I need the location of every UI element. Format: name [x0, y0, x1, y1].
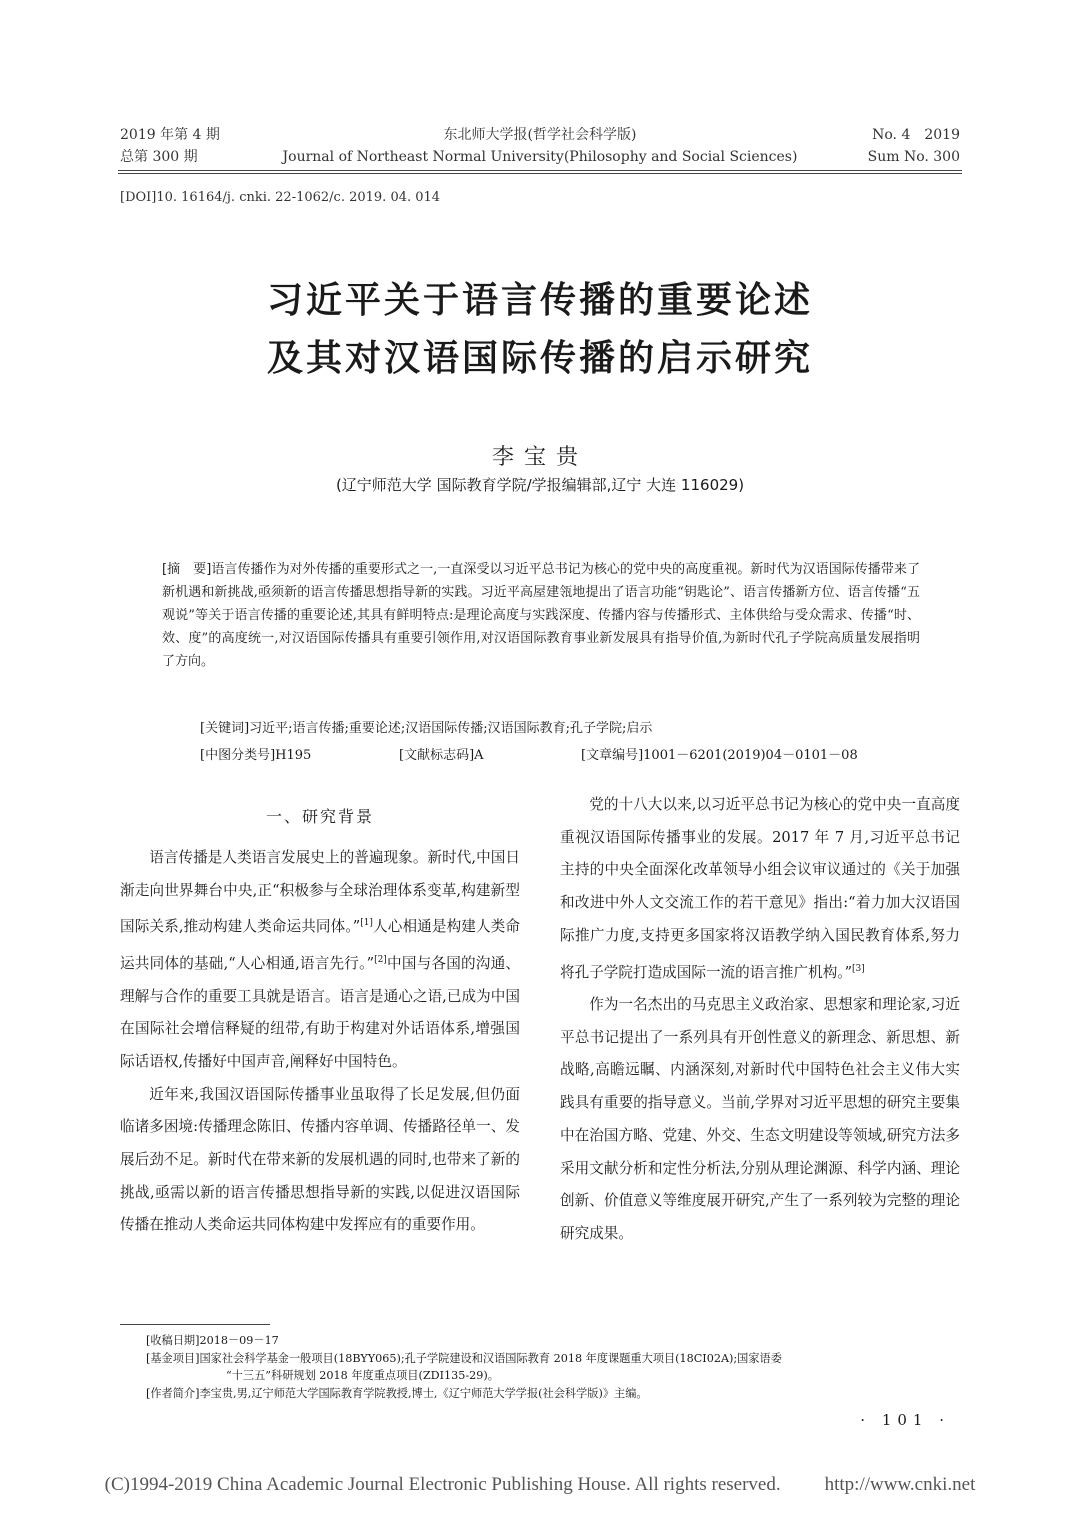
author-name: 李宝贵 [491, 445, 588, 470]
author-affiliation: (辽宁师范大学 国际教育学院/学报编辑部,辽宁 大连 116029) [335, 476, 745, 494]
section-heading: 一、研究背景 [265, 807, 374, 826]
paragraph-text: 党的十八大以来,以习近平总书记为核心的党中央一直高度重视汉语国际传播事业的发展。2017 年 7 月,习近平总书记主持的中央全面深化改革领导小组会议审议通过的《关于加强和改进中外人文交流工作的若干意见》指出:“着力加大汉语国际推广力度,支持更多国家将汉语教学纳入国民教育体系,努力将孔子学院打造成国际一流的语言推广机构。” [560, 796, 960, 981]
article-number-value: 1001－6201(2019)04－0101－08 [643, 748, 858, 763]
body-paragraph: 作为一名杰出的马克思主义政治家、思想家和理论家,习近平总书记提出了一系列具有开创性意义的新理念、新思想、新战略,高瞻远瞩、内涵深刻,对新时代中国特色社会主义伟大实践具有重要的指导意义。当前,学界对习近平思想的研究主要集中在治国方略、党建、外交、生态文明建设等领域,研究方法多采用文献分析和定性分析法,分别从理论渊源、科学内涵、理论创新、价值意义等维度展开研究,产生了一系列较为完整的理论研究成果。 [560, 996, 960, 1242]
body-paragraph [120, 842, 520, 1079]
abstract-label: [摘 要] [162, 562, 212, 577]
footnote-label: [作者简介] [146, 1386, 200, 1400]
fund-project [146, 1350, 966, 1368]
issue-number-en: No. 4 2019 [872, 127, 960, 143]
footnote-value: 国家社会科学基金一般项目(18BYY065);孔子学院建设和汉语国际教育 2018 年度课题重大项目(18CI02A);国家语委 [199, 1351, 782, 1365]
copyright-footer [0, 1474, 1080, 1496]
page-number: · 101 · [860, 1411, 950, 1429]
paragraph-text: 人心相通是构建人类命运共同体的基础,“人心相通,语言先行。” [120, 918, 520, 972]
journal-issue-info-en [868, 124, 960, 168]
journal-name-cn: 东北师大学报(哲学社会科学版) [443, 127, 637, 143]
abstract [162, 558, 920, 673]
issue-sum-en: Sum No. 300 [867, 149, 960, 165]
issue-total-number: 总第 300 期 [120, 149, 198, 165]
clc-label: [中图分类号] [200, 748, 276, 763]
footnote-rule [120, 1324, 270, 1325]
article-number-label: [文章编号] [581, 748, 644, 763]
journal-name-en: Journal of Northeast Normal University(Philosophy and Social Sciences) [282, 149, 798, 165]
doc-code-label: [文献标志码] [399, 748, 475, 763]
article-number [581, 744, 858, 763]
title-line-1: 习近平关于语言传播的重要论述 [266, 280, 813, 321]
fund-project-continued: “十三五”科研规划 2018 年度重点项目(ZDI135-29)。 [226, 1369, 499, 1383]
header-rule-top [118, 170, 962, 171]
body-column-right [560, 789, 960, 1251]
footnote-label: [收稿日期] [146, 1334, 200, 1347]
keywords-label: [关键词] [200, 721, 250, 736]
body-paragraph [560, 789, 960, 989]
title-line-2: 及其对汉语国际传播的启示研究 [266, 338, 813, 379]
doc-code-value: A [474, 748, 484, 763]
clc-value: H195 [275, 748, 312, 763]
copyright-text: (C)1994-2019 China Academic Journal Electronic Publishing House. All rights reserved. [104, 1474, 781, 1495]
issue-year-number: 2019 年第 4 期 [120, 127, 220, 143]
received-date [146, 1332, 966, 1350]
footnote-value: 2018－09－17 [199, 1334, 279, 1347]
paragraph-text: 中国与各国的沟通、理解与合作的重要工具就是语言。语言是通心之语,已成为中国在国际社会增信释疑的纽带,有助于构建对外话语体系,增强国际话语权,传播好中国声音,阐释好中国特色。 [120, 954, 520, 1070]
body-paragraph: 近年来,我国汉语国际传播事业虽取得了长足发展,但仍面临诸多困境:传播理念陈旧、传播内容单调、传播路径单一、发展后劲不足。新时代在带来新的发展机遇的同时,也带来了新的挑战,亟需以新的语言传播思想指导新的实践,以促进汉语国际传播在推动人类命运共同体构建中发挥应有的重要作用。 [120, 1085, 520, 1234]
article-title [0, 272, 1080, 388]
citation-ref[interactable]: [2] [374, 954, 387, 965]
keywords [200, 717, 652, 736]
abstract-text: 语言传播作为对外传播的重要形式之一,一直深受以习近平总书记为核心的党中央的高度重视。新时代为汉语国际传播带来了新机遇和新挑战,亟须新的语言传播思想指导新的实践。习近平高屋建瓴地提出了语言功能“钥匙论”、语言传播新方位、语言传播“五观说”等关于语言传播的重要论述,其具有鲜明特点:是理论高度与实践深度、传播内容与传播形式、主体供给与受众需求、传播“时、效、度”的高度统一,对汉语国际传播具有重要引领作用,对汉语国际教育事业新发展具有指导价值,为新时代孔子学院高质量发展指明了方向。 [162, 562, 920, 669]
footnotes [146, 1332, 966, 1402]
footer-url[interactable]: http://www.cnki.net [824, 1474, 976, 1495]
body-column-left [120, 842, 520, 1242]
keywords-text: 习近平;语言传播;重要论述;汉语国际传播;汉语国际教育;孔子学院;启示 [249, 721, 653, 736]
document-code [399, 744, 484, 763]
citation-ref[interactable]: [1] [360, 918, 373, 929]
footnote-label: [基金项目] [146, 1351, 200, 1365]
paragraph-text: 语言传播是人类语言发展史上的普遍现象。新时代,中国日渐走向世界舞台中央,正“积极参与全球治理体系变革,构建新型国际关系,推动构建人类命运共同体。” [120, 849, 520, 936]
citation-ref[interactable]: [3] [852, 963, 865, 974]
doi: [DOI]10. 16164/j. cnki. 22-1062/c. 2019. 04. 014 [120, 190, 441, 205]
header-rule-bottom [118, 173, 962, 174]
author-bio [146, 1385, 966, 1403]
clc-number [200, 744, 311, 763]
footnote-value: 李宝贵,男,辽宁师范大学国际教育学院教授,博士,《辽宁师范大学学报(社会科学版)》主编。 [199, 1386, 648, 1400]
